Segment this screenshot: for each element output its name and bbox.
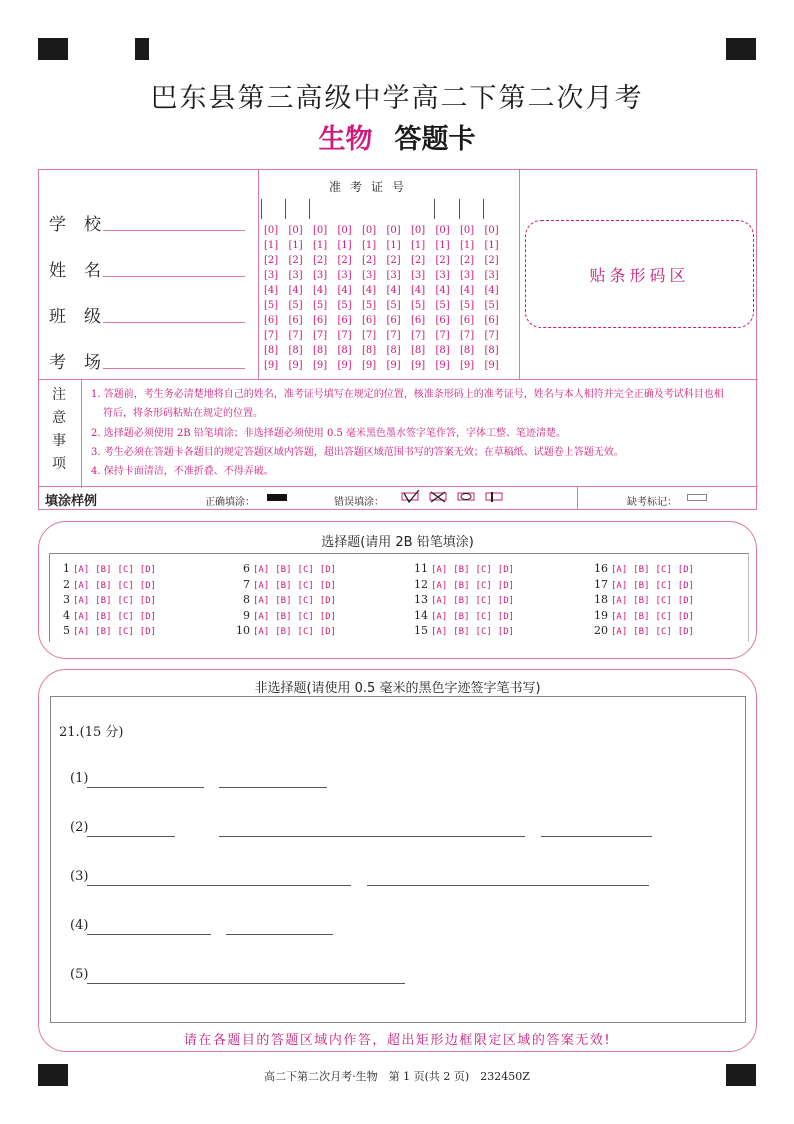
question-number: 7 bbox=[243, 577, 250, 591]
question-number: 19 bbox=[594, 608, 608, 622]
choice-option-bubble[interactable]: [C] bbox=[655, 565, 672, 575]
name-label: 姓名 bbox=[49, 261, 119, 281]
question-21-label: 21.(15 分) bbox=[59, 725, 124, 740]
admission-digit-row bbox=[264, 345, 509, 359]
answer-line[interactable] bbox=[541, 835, 652, 837]
admission-digit-bubble[interactable]: [4] bbox=[288, 285, 303, 296]
nonchoice-section bbox=[38, 669, 757, 1052]
admission-digit-bubble[interactable]: [0] bbox=[386, 225, 401, 236]
answer-line[interactable] bbox=[226, 933, 333, 935]
admission-digit-bubble[interactable]: [8] bbox=[460, 345, 475, 356]
registration-mark-top-right bbox=[726, 38, 756, 60]
admission-digit-bubble[interactable]: [7] bbox=[484, 330, 499, 341]
choice-section bbox=[38, 521, 757, 659]
choice-option-bubble[interactable]: [D] bbox=[497, 565, 515, 575]
admission-digit-bubble[interactable]: [8] bbox=[362, 345, 377, 356]
choice-option-bubble[interactable]: [C] bbox=[655, 580, 672, 591]
choice-option-bubble[interactable]: [C] bbox=[475, 565, 492, 575]
admission-digit-row bbox=[264, 300, 509, 314]
choice-question bbox=[410, 578, 520, 591]
choice-option-bubble[interactable]: [C] bbox=[655, 611, 672, 622]
choice-option-bubble[interactable]: [B] bbox=[633, 611, 650, 622]
choice-option-bubble[interactable]: [C] bbox=[117, 565, 134, 575]
admission-digit-bubble[interactable]: [7] bbox=[337, 330, 352, 341]
admission-digit-bubble[interactable]: [7] bbox=[411, 330, 426, 341]
admission-digit-bubble[interactable]: [2] bbox=[337, 255, 352, 266]
choice-option-bubble[interactable]: [A] bbox=[73, 565, 90, 575]
choice-option-bubble[interactable]: [D] bbox=[319, 580, 337, 591]
admission-digit-bubble[interactable]: [9] bbox=[411, 360, 426, 371]
admission-digit-bubble[interactable]: [9] bbox=[460, 360, 475, 371]
choice-option-bubble[interactable]: [A] bbox=[73, 627, 90, 637]
choice-option-bubble[interactable]: [A] bbox=[611, 627, 628, 637]
question-number: 2 bbox=[63, 577, 70, 591]
wrong-fill-swatches bbox=[401, 490, 511, 504]
note-item: 2. 选择题必须使用 2B 铅笔填涂；非选择题必须使用 0.5 毫米黑色墨水签字笔作答，字体工整、笔迹清楚。 bbox=[91, 428, 567, 439]
choice-option-bubble[interactable]: [C] bbox=[297, 611, 314, 622]
admission-digit-bubble[interactable]: [5] bbox=[435, 300, 450, 311]
admission-digit-bubble[interactable]: [4] bbox=[484, 285, 499, 296]
sub-question-label: (2) bbox=[70, 820, 89, 835]
admission-digit-bubble[interactable]: [6] bbox=[460, 315, 475, 326]
admission-digit-bubble[interactable]: [4] bbox=[411, 285, 426, 296]
admission-digit-bubble[interactable]: [4] bbox=[337, 285, 352, 296]
choice-option-bubble[interactable]: [A] bbox=[73, 580, 90, 591]
admission-digit-bubble[interactable]: [1] bbox=[484, 240, 499, 251]
choice-option-bubble[interactable]: [B] bbox=[633, 596, 650, 606]
choice-option-bubble[interactable]: [B] bbox=[453, 611, 470, 622]
choice-option-bubble[interactable]: [C] bbox=[297, 565, 314, 575]
admission-digit-bubble[interactable]: [2] bbox=[264, 255, 279, 266]
admission-digit-bubble[interactable]: [4] bbox=[460, 285, 475, 296]
choice-option-bubble[interactable]: [A] bbox=[611, 596, 628, 606]
question-number: 20 bbox=[594, 624, 608, 637]
admission-digit-bubble[interactable]: [2] bbox=[411, 255, 426, 266]
wrong-fill-label: 错误填涂： bbox=[334, 497, 384, 508]
admission-digit-row bbox=[264, 225, 509, 239]
admission-digit-bubble[interactable]: [2] bbox=[484, 255, 499, 266]
registration-mark-top-left bbox=[38, 38, 68, 60]
admission-digit-bubble[interactable]: [8] bbox=[411, 345, 426, 356]
choice-option-bubble[interactable]: [B] bbox=[633, 627, 650, 637]
choice-option-bubble[interactable]: [C] bbox=[475, 580, 492, 591]
admission-digit-bubble[interactable]: [0] bbox=[313, 225, 328, 236]
choice-option-bubble[interactable]: [B] bbox=[275, 580, 292, 591]
note-item: 4. 保持卡面清洁，不准折叠、不得弄破。 bbox=[91, 466, 274, 477]
admission-digit-bubble[interactable]: [1] bbox=[264, 240, 279, 251]
admission-digit-bubble[interactable]: [5] bbox=[484, 300, 499, 311]
choice-question bbox=[52, 578, 162, 591]
admission-digit-bubble[interactable]: [3] bbox=[337, 270, 352, 281]
choice-option-bubble[interactable]: [C] bbox=[297, 596, 314, 606]
admission-digit-bubble[interactable]: [6] bbox=[337, 315, 352, 326]
admission-digit-bubble[interactable]: [4] bbox=[435, 285, 450, 296]
choice-question bbox=[52, 609, 162, 622]
choice-option-bubble[interactable]: [A] bbox=[253, 596, 270, 606]
question-number: 10 bbox=[236, 624, 250, 637]
choice-option-bubble[interactable]: [A] bbox=[73, 596, 90, 606]
choice-option-bubble[interactable]: [C] bbox=[117, 580, 134, 591]
choice-option-bubble[interactable]: [B] bbox=[95, 580, 112, 591]
admission-digit-bubble[interactable]: [5] bbox=[411, 300, 426, 311]
choice-option-bubble[interactable]: [A] bbox=[611, 580, 628, 591]
answer-line[interactable] bbox=[367, 884, 649, 886]
note-item: 符后，将条形码粘贴在规定的位置。 bbox=[103, 408, 263, 419]
choice-option-bubble[interactable]: [D] bbox=[497, 627, 515, 637]
admission-digit-bubble[interactable]: [7] bbox=[264, 330, 279, 341]
question-number: 9 bbox=[243, 608, 250, 622]
choice-option-bubble[interactable]: [D] bbox=[139, 580, 157, 591]
admission-digit-bubble[interactable]: [3] bbox=[435, 270, 450, 281]
choice-option-bubble[interactable]: [D] bbox=[139, 611, 157, 622]
admission-digit-bubble[interactable]: [7] bbox=[435, 330, 450, 341]
choice-option-bubble[interactable]: [C] bbox=[475, 596, 492, 606]
choice-option-bubble[interactable]: [D] bbox=[677, 596, 695, 606]
question-number: 4 bbox=[63, 608, 70, 622]
choice-option-bubble[interactable]: [D] bbox=[319, 565, 337, 575]
choice-question bbox=[52, 562, 162, 575]
admission-digit-bubble[interactable]: [9] bbox=[337, 360, 352, 371]
admission-digit-bubble[interactable]: [1] bbox=[313, 240, 328, 251]
admission-digit-bubble[interactable]: [2] bbox=[313, 255, 328, 266]
admission-digit-bubble[interactable]: [0] bbox=[484, 225, 499, 236]
question-number: 11 bbox=[414, 562, 428, 575]
registration-mark-top-center bbox=[135, 38, 149, 60]
sub-question-label: (3) bbox=[70, 869, 89, 884]
answer-line[interactable] bbox=[87, 884, 351, 886]
class-field[interactable] bbox=[103, 321, 245, 323]
answer-line[interactable] bbox=[87, 982, 405, 984]
notes-label: 注意事项 bbox=[52, 387, 66, 472]
admission-digit-bubble[interactable]: [3] bbox=[264, 270, 279, 281]
choice-option-bubble[interactable]: [A] bbox=[73, 611, 90, 622]
admission-digit-bubble[interactable]: [0] bbox=[411, 225, 426, 236]
name-field[interactable] bbox=[103, 275, 245, 277]
admission-digit-bubble[interactable]: [9] bbox=[386, 360, 401, 371]
question-number: 15 bbox=[414, 624, 428, 637]
admission-digit-bubble[interactable]: [6] bbox=[435, 315, 450, 326]
admission-digit-bubble[interactable]: [5] bbox=[362, 300, 377, 311]
answer-line[interactable] bbox=[87, 933, 211, 935]
choice-question bbox=[590, 578, 700, 591]
admission-digit-bubble[interactable]: [7] bbox=[460, 330, 475, 341]
choice-question bbox=[410, 609, 520, 622]
choice-option-bubble[interactable]: [B] bbox=[95, 565, 112, 575]
choice-question bbox=[232, 578, 342, 591]
choice-option-bubble[interactable]: [B] bbox=[95, 596, 112, 606]
choice-option-bubble[interactable]: [A] bbox=[253, 580, 270, 591]
admission-digit-bubble[interactable]: [2] bbox=[435, 255, 450, 266]
admission-digit-bubble[interactable]: [8] bbox=[313, 345, 328, 356]
choice-option-bubble[interactable]: [C] bbox=[655, 596, 672, 606]
admission-digit-bubble[interactable]: [9] bbox=[313, 360, 328, 371]
choice-option-bubble[interactable]: [C] bbox=[117, 627, 134, 637]
choice-option-bubble[interactable]: [D] bbox=[677, 565, 695, 575]
choice-option-bubble[interactable]: [B] bbox=[633, 565, 650, 575]
admission-digit-bubble[interactable]: [2] bbox=[362, 255, 377, 266]
admission-digit-row bbox=[264, 270, 509, 284]
choice-option-bubble[interactable]: [C] bbox=[117, 611, 134, 622]
fill-example-title: 填涂样例 bbox=[45, 494, 98, 509]
admission-digit-bubble[interactable]: [2] bbox=[460, 255, 475, 266]
page-footer: 高二下第二次月考·生物 第 1 页(共 2 页) 232450Z bbox=[264, 1070, 530, 1083]
sub-question-label: (1) bbox=[70, 771, 89, 786]
choice-option-bubble[interactable]: [A] bbox=[253, 565, 270, 575]
choice-option-bubble[interactable]: [D] bbox=[497, 580, 515, 591]
admission-digit-bubble[interactable]: [6] bbox=[362, 315, 377, 326]
choice-option-bubble[interactable]: [B] bbox=[275, 627, 292, 637]
admission-digit-bubble[interactable]: [8] bbox=[337, 345, 352, 356]
question-number: 18 bbox=[594, 593, 608, 606]
admission-digit-bubble[interactable]: [6] bbox=[264, 315, 279, 326]
admission-digit-row bbox=[264, 330, 509, 344]
admission-digit-bubble[interactable]: [9] bbox=[264, 360, 279, 371]
choice-option-bubble[interactable]: [D] bbox=[319, 611, 337, 622]
admission-digit-bubble[interactable]: [1] bbox=[337, 240, 352, 251]
admission-digit-bubble[interactable]: [0] bbox=[362, 225, 377, 236]
choice-question bbox=[232, 609, 342, 622]
admission-digit-bubble[interactable]: [4] bbox=[313, 285, 328, 296]
choice-question bbox=[410, 562, 520, 575]
exam-room-label: 考场 bbox=[49, 353, 119, 373]
choice-question bbox=[590, 562, 700, 575]
question-number: 5 bbox=[63, 624, 70, 637]
answer-line[interactable] bbox=[219, 786, 327, 788]
admission-digit-bubble[interactable]: [2] bbox=[386, 255, 401, 266]
choice-option-bubble[interactable]: [D] bbox=[677, 627, 695, 637]
choice-option-bubble[interactable]: [B] bbox=[453, 580, 470, 591]
choice-option-bubble[interactable]: [C] bbox=[297, 580, 314, 591]
absent-mark-box[interactable] bbox=[687, 494, 707, 501]
choice-option-bubble[interactable]: [D] bbox=[319, 596, 337, 606]
choice-question bbox=[52, 624, 162, 637]
admission-number-label: 准考证号 bbox=[329, 180, 414, 194]
choice-option-bubble[interactable]: [D] bbox=[497, 596, 515, 606]
choice-option-bubble[interactable]: [D] bbox=[139, 627, 157, 637]
choice-option-bubble[interactable]: [D] bbox=[319, 627, 337, 637]
choice-option-bubble[interactable]: [B] bbox=[95, 611, 112, 622]
answer-line[interactable] bbox=[219, 835, 525, 837]
admission-digit-bubble[interactable]: [5] bbox=[313, 300, 328, 311]
choice-question bbox=[410, 593, 520, 606]
choice-question bbox=[232, 624, 342, 637]
correct-fill-swatch bbox=[267, 494, 287, 501]
admission-digit-bubble[interactable]: [6] bbox=[313, 315, 328, 326]
admission-digit-bubble[interactable]: [4] bbox=[264, 285, 279, 296]
question-number: 16 bbox=[594, 562, 608, 575]
admission-digit-bubble[interactable]: [7] bbox=[362, 330, 377, 341]
choice-question bbox=[590, 609, 700, 622]
question-number: 1 bbox=[63, 562, 70, 575]
answer-line[interactable] bbox=[87, 835, 175, 837]
exam-title: 巴东县第三高级中学高二下第二次月考 bbox=[150, 83, 644, 114]
correct-fill-label: 正确填涂： bbox=[205, 497, 255, 508]
choice-option-bubble[interactable]: [B] bbox=[275, 596, 292, 606]
choice-option-bubble[interactable]: [C] bbox=[297, 627, 314, 637]
subject-title: 生物 bbox=[318, 124, 373, 155]
admission-digit-bubble[interactable]: [9] bbox=[288, 360, 303, 371]
choice-question bbox=[52, 593, 162, 606]
admission-digit-bubble[interactable]: [3] bbox=[484, 270, 499, 281]
choice-option-bubble[interactable]: [B] bbox=[633, 580, 650, 591]
exam-room-field[interactable] bbox=[103, 367, 245, 369]
question-number: 3 bbox=[63, 593, 70, 606]
choice-option-bubble[interactable]: [A] bbox=[431, 580, 448, 591]
admission-digit-bubble[interactable]: [3] bbox=[411, 270, 426, 281]
admission-digit-bubble[interactable]: [2] bbox=[288, 255, 303, 266]
choice-option-bubble[interactable]: [D] bbox=[677, 580, 695, 591]
question-number: 17 bbox=[594, 577, 608, 591]
choice-option-bubble[interactable]: [A] bbox=[431, 596, 448, 606]
choice-option-bubble[interactable]: [B] bbox=[453, 627, 470, 637]
note-item: 1. 答题前，考生务必清楚地将自己的姓名，准考证号填写在规定的位置，核准条形码上的准考证号，姓名与本人相符并完全正确及考试科目也相 bbox=[91, 389, 724, 400]
choice-option-bubble[interactable]: [B] bbox=[275, 565, 292, 575]
choice-question bbox=[232, 562, 342, 575]
admission-digit-bubble[interactable]: [0] bbox=[337, 225, 352, 236]
choice-option-bubble[interactable]: [D] bbox=[139, 565, 157, 575]
admission-digit-bubble[interactable]: [8] bbox=[484, 345, 499, 356]
admission-digit-bubble[interactable]: [7] bbox=[386, 330, 401, 341]
barcode-area bbox=[525, 220, 754, 328]
answer-area-warning: 请在各题目的答题区域内作答，超出矩形边框限定区域的答案无效! bbox=[183, 1033, 612, 1048]
admission-digit-bubble[interactable]: [5] bbox=[288, 300, 303, 311]
admission-digit-bubble[interactable]: [1] bbox=[288, 240, 303, 251]
choice-grid bbox=[49, 553, 749, 642]
admission-digit-bubble[interactable]: [5] bbox=[386, 300, 401, 311]
choice-option-bubble[interactable]: [D] bbox=[139, 596, 157, 606]
admission-digit-bubble[interactable]: [0] bbox=[435, 225, 450, 236]
info-panel bbox=[38, 169, 757, 510]
question-number: 13 bbox=[414, 593, 428, 606]
choice-section-title: 选择题(请用 2B 铅笔填涂) bbox=[321, 535, 474, 550]
admission-digit-bubble[interactable]: [9] bbox=[484, 360, 499, 371]
sub-question-label: (4) bbox=[70, 918, 89, 933]
choice-option-bubble[interactable]: [A] bbox=[611, 565, 628, 575]
admission-digit-row bbox=[264, 360, 509, 374]
sub-question-label: (5) bbox=[70, 967, 89, 982]
admission-digit-bubble[interactable]: [0] bbox=[264, 225, 279, 236]
choice-option-bubble[interactable]: [B] bbox=[453, 565, 470, 575]
admission-digit-bubble[interactable]: [3] bbox=[362, 270, 377, 281]
admission-digit-row bbox=[264, 315, 509, 329]
admission-digit-bubble[interactable]: [6] bbox=[288, 315, 303, 326]
question-number: 6 bbox=[243, 562, 250, 575]
choice-option-bubble[interactable]: [B] bbox=[95, 627, 112, 637]
choice-option-bubble[interactable]: [B] bbox=[275, 611, 292, 622]
school-field[interactable] bbox=[103, 229, 245, 231]
admission-digit-row bbox=[264, 285, 509, 299]
admission-digit-bubble[interactable]: [1] bbox=[435, 240, 450, 251]
admission-digit-bubble[interactable]: [6] bbox=[411, 315, 426, 326]
fill-example-row bbox=[39, 488, 758, 510]
choice-option-bubble[interactable]: [A] bbox=[253, 611, 270, 622]
school-label: 学校 bbox=[49, 215, 119, 235]
class-label: 班级 bbox=[49, 307, 119, 327]
admission-digit-bubble[interactable]: [3] bbox=[460, 270, 475, 281]
absent-mark-label: 缺考标记： bbox=[627, 497, 677, 508]
choice-option-bubble[interactable]: [A] bbox=[431, 611, 448, 622]
admission-digit-bubble[interactable]: [8] bbox=[264, 345, 279, 356]
answer-area-q21[interactable] bbox=[50, 696, 746, 1023]
admission-digit-bubble[interactable]: [9] bbox=[435, 360, 450, 371]
choice-question bbox=[590, 624, 700, 637]
choice-question bbox=[232, 593, 342, 606]
choice-option-bubble[interactable]: [C] bbox=[117, 596, 134, 606]
question-number: 12 bbox=[414, 577, 428, 591]
admission-digit-bubble[interactable]: [0] bbox=[460, 225, 475, 236]
admission-digit-row bbox=[264, 255, 509, 269]
choice-option-bubble[interactable]: [A] bbox=[611, 611, 628, 622]
admission-digit-bubble[interactable]: [3] bbox=[386, 270, 401, 281]
admission-digit-bubble[interactable]: [3] bbox=[288, 270, 303, 281]
choice-option-bubble[interactable]: [C] bbox=[475, 611, 492, 622]
answer-line[interactable] bbox=[87, 786, 204, 788]
admission-digit-bubble[interactable]: [1] bbox=[411, 240, 426, 251]
nonchoice-section-title: 非选择题(请使用 0.5 毫米的黑色字迹签字笔书写) bbox=[254, 681, 541, 696]
choice-option-bubble[interactable]: [B] bbox=[453, 596, 470, 606]
admission-digit-bubble[interactable]: [1] bbox=[362, 240, 377, 251]
admission-digit-bubble[interactable]: [0] bbox=[288, 225, 303, 236]
admission-digit-bubble[interactable]: [7] bbox=[288, 330, 303, 341]
admission-digit-bubble[interactable]: [6] bbox=[386, 315, 401, 326]
note-item: 3. 考生必须在答题卡各题目的规定答题区域内答题，超出答题区域范围书写的答案无效；在草稿纸、试题卷上答题无效。 bbox=[91, 447, 624, 458]
admission-digit-bubble[interactable]: [5] bbox=[264, 300, 279, 311]
choice-option-bubble[interactable]: [C] bbox=[655, 627, 672, 637]
choice-question bbox=[410, 624, 520, 637]
choice-option-bubble[interactable]: [D] bbox=[677, 611, 695, 622]
admission-digit-row bbox=[264, 240, 509, 254]
admission-digit-bubble[interactable]: [5] bbox=[460, 300, 475, 311]
admission-digit-bubble[interactable]: [1] bbox=[460, 240, 475, 251]
barcode-label: 贴条形码区 bbox=[589, 266, 690, 285]
admission-digit-bubble[interactable]: [3] bbox=[313, 270, 328, 281]
choice-option-bubble[interactable]: [A] bbox=[431, 565, 448, 575]
admission-digit-bubble[interactable]: [4] bbox=[386, 285, 401, 296]
admission-digit-bubble[interactable]: [8] bbox=[435, 345, 450, 356]
card-title bbox=[0, 117, 794, 156]
admission-digit-bubble[interactable]: [5] bbox=[337, 300, 352, 311]
admission-digit-bubble[interactable]: [1] bbox=[386, 240, 401, 251]
choice-option-bubble[interactable]: [C] bbox=[475, 627, 492, 637]
choice-option-bubble[interactable]: [D] bbox=[497, 611, 515, 622]
admission-digit-bubble[interactable]: [7] bbox=[313, 330, 328, 341]
question-number: 8 bbox=[243, 593, 250, 606]
answer-card-title: 答题卡 bbox=[394, 124, 476, 155]
choice-option-bubble[interactable]: [A] bbox=[431, 627, 448, 637]
admission-digit-bubble[interactable]: [4] bbox=[362, 285, 377, 296]
choice-option-bubble[interactable]: [A] bbox=[253, 627, 270, 637]
admission-digit-bubble[interactable]: [8] bbox=[288, 345, 303, 356]
admission-digit-bubble[interactable]: [6] bbox=[484, 315, 499, 326]
question-number: 14 bbox=[414, 608, 428, 622]
choice-question bbox=[590, 593, 700, 606]
admission-digit-bubble[interactable]: [9] bbox=[362, 360, 377, 371]
admission-digit-bubble[interactable]: [8] bbox=[386, 345, 401, 356]
